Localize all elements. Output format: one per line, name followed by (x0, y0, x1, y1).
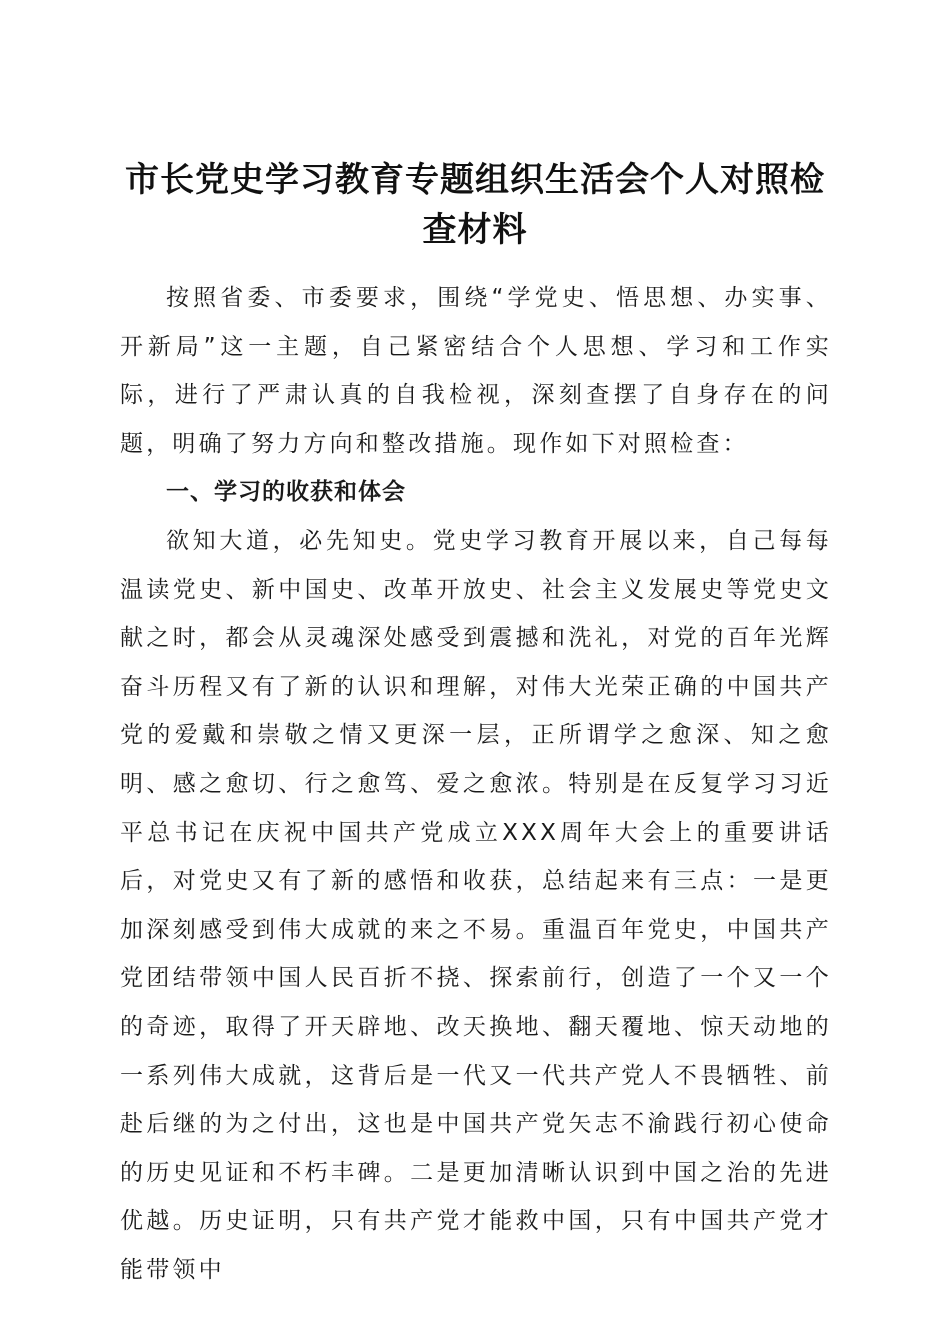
section-heading: 一、学习的收获和体会 (166, 479, 406, 506)
intro-paragraph: 按照省委、市委要求，围绕“学党史、悟思想、办实事、开新局”这一主题，自己紧密结合个人思想、学习和工作实际，进行了严肃认真的自我检视，深刻查摆了自身存在的问题，明确了努力方向和整改措施。现作如下对照检查： (120, 285, 832, 457)
document-title: 市长党史学习教育专题组织生活会个人对照检查材料 (125, 159, 825, 250)
document-body (120, 274, 832, 1294)
section-paragraph: 欲知大道，必先知史。党史学习教育开展以来，自己每每温读党史、新中国史、改革开放史、社会主义发展史等党史文献之时，都会从灵魂深处感受到震撼和洗礼，对党的百年光辉奋斗历程又有了新的认识和理解，对伟大光荣正确的中国共产党的爱戴和崇敬之情又更深一层，正所谓学之愈深、知之愈明、感之愈切、行之愈笃、爱之愈浓。特别是在反复学习习近平总书记在庆祝中国共产党成立XXX周年大会上的重要讲话后，对党史又有了新的感悟和收获，总结起来有三点：一是更加深刻感受到伟大成就的来之不易。重温百年党史，中国共产党团结带领中国人民百折不挠、探索前行，创造了一个又一个的奇迹，取得了开天辟地、改天换地、翻天覆地、惊天动地的一系列伟大成就，这背后是一代又一代共产党人不畏牺牲、前赴后继的为之付出，这也是中国共产党矢志不渝践行初心使命的历史见证和不朽丰碑。二是更加清晰认识到中国之治的先进优越。历史证明，只有共产党才能救中国，只有中国共产党才能带领中 (120, 527, 832, 1283)
